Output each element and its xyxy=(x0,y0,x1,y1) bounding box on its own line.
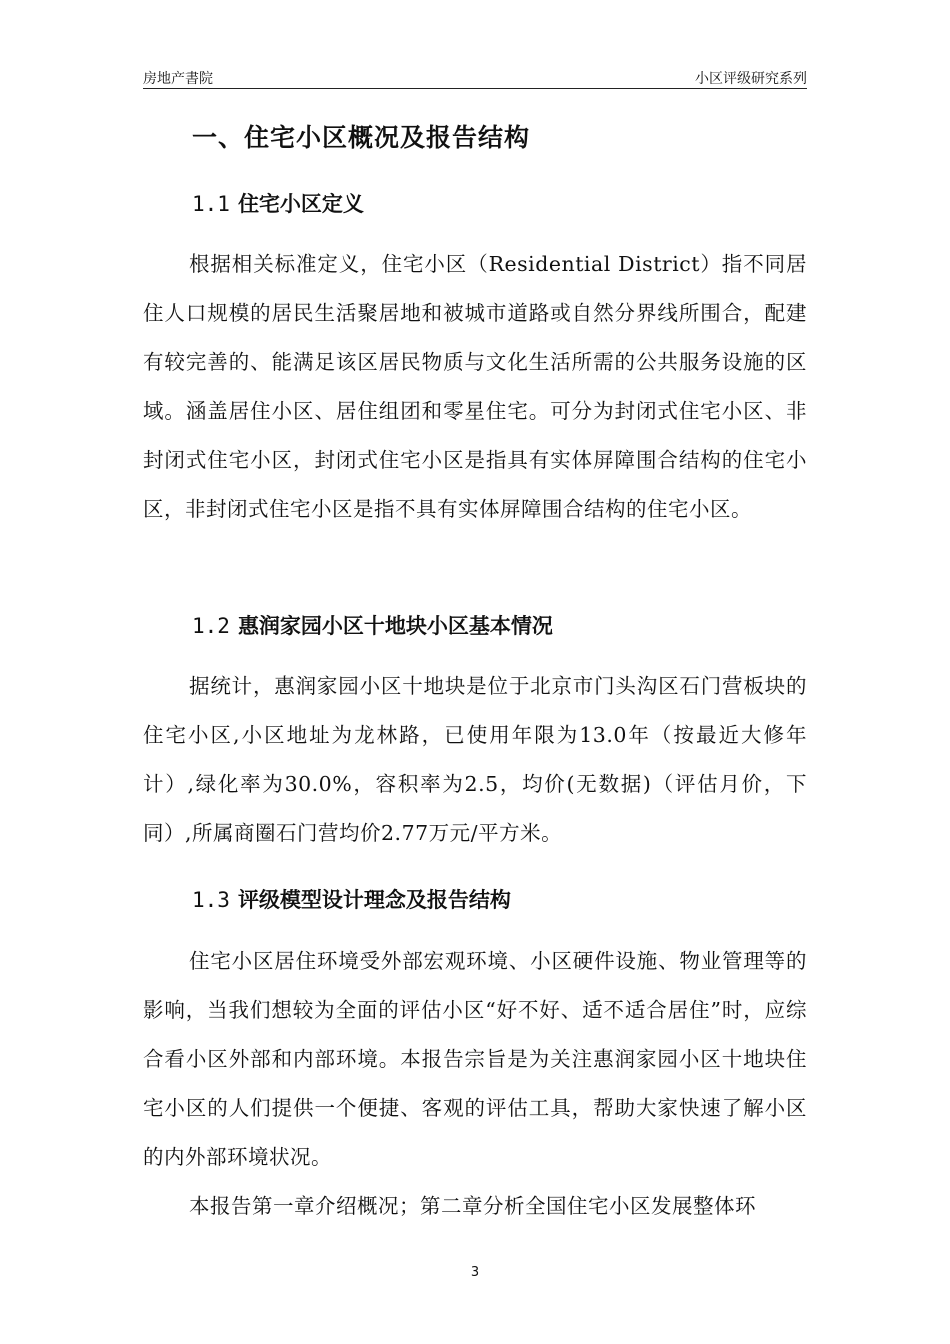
section-number: 1.3 xyxy=(192,888,230,912)
section-title: 住宅小区定义 xyxy=(237,192,364,216)
paragraph: 据统计，惠润家园小区十地块是位于北京市门头沟区石门营板块的住宅小区,小区地址为龙林路，已使用年限为13.0年（按最近大修年计）,绿化率为30.0%，容积率为2.5，均价(无数据)（评估月价，下同）,所属商圈石门营均价2.77万元/平方米。 xyxy=(143,674,807,845)
paragraph: 根据相关标准定义，住宅小区（Residential District）指不同居住人口规模的居民生活聚居地和被城市道路或自然分界线所围合，配建有较完善的、能满足该区居民物质与文化生活所需的公共服务设施的区域。涵盖居住小区、居住组团和零星住宅。可分为封闭式住宅小区、非封闭式住宅小区，封闭式住宅小区是指具有实体屏障围合结构的住宅小区，非封闭式住宅小区是指不具有实体屏障围合结构的住宅小区。 xyxy=(143,252,807,521)
section-number: 1.2 xyxy=(192,614,230,638)
paragraph: 住宅小区居住环境受外部宏观环境、小区硬件设施、物业管理等的影响，当我们想较为全面的评估小区“好不好、适不适合居住”时，应综合看小区外部和内部环境。本报告宗旨是为关注惠润家园小区十地块住宅小区的人们提供一个便捷、客观的评估工具，帮助大家快速了解小区的内外部环境状况。 xyxy=(143,949,807,1169)
section-heading xyxy=(192,610,553,640)
paragraph: 本报告第一章介绍概况；第二章分析全国住宅小区发展整体环 xyxy=(189,1194,756,1218)
section-heading xyxy=(192,188,364,218)
section-title: 评级模型设计理念及报告结构 xyxy=(237,888,511,912)
chapter-title: 一、住宅小区概况及报告结构 xyxy=(192,123,531,152)
header-publisher: 房地产書院 xyxy=(143,71,213,87)
section-number: 1.1 xyxy=(192,192,230,216)
header-series: 小区评级研究系列 xyxy=(695,71,807,87)
page-number: 3 xyxy=(470,1265,480,1280)
section-heading xyxy=(192,884,511,914)
page-header xyxy=(143,64,807,89)
section-title: 惠润家园小区十地块小区基本情况 xyxy=(237,614,553,638)
